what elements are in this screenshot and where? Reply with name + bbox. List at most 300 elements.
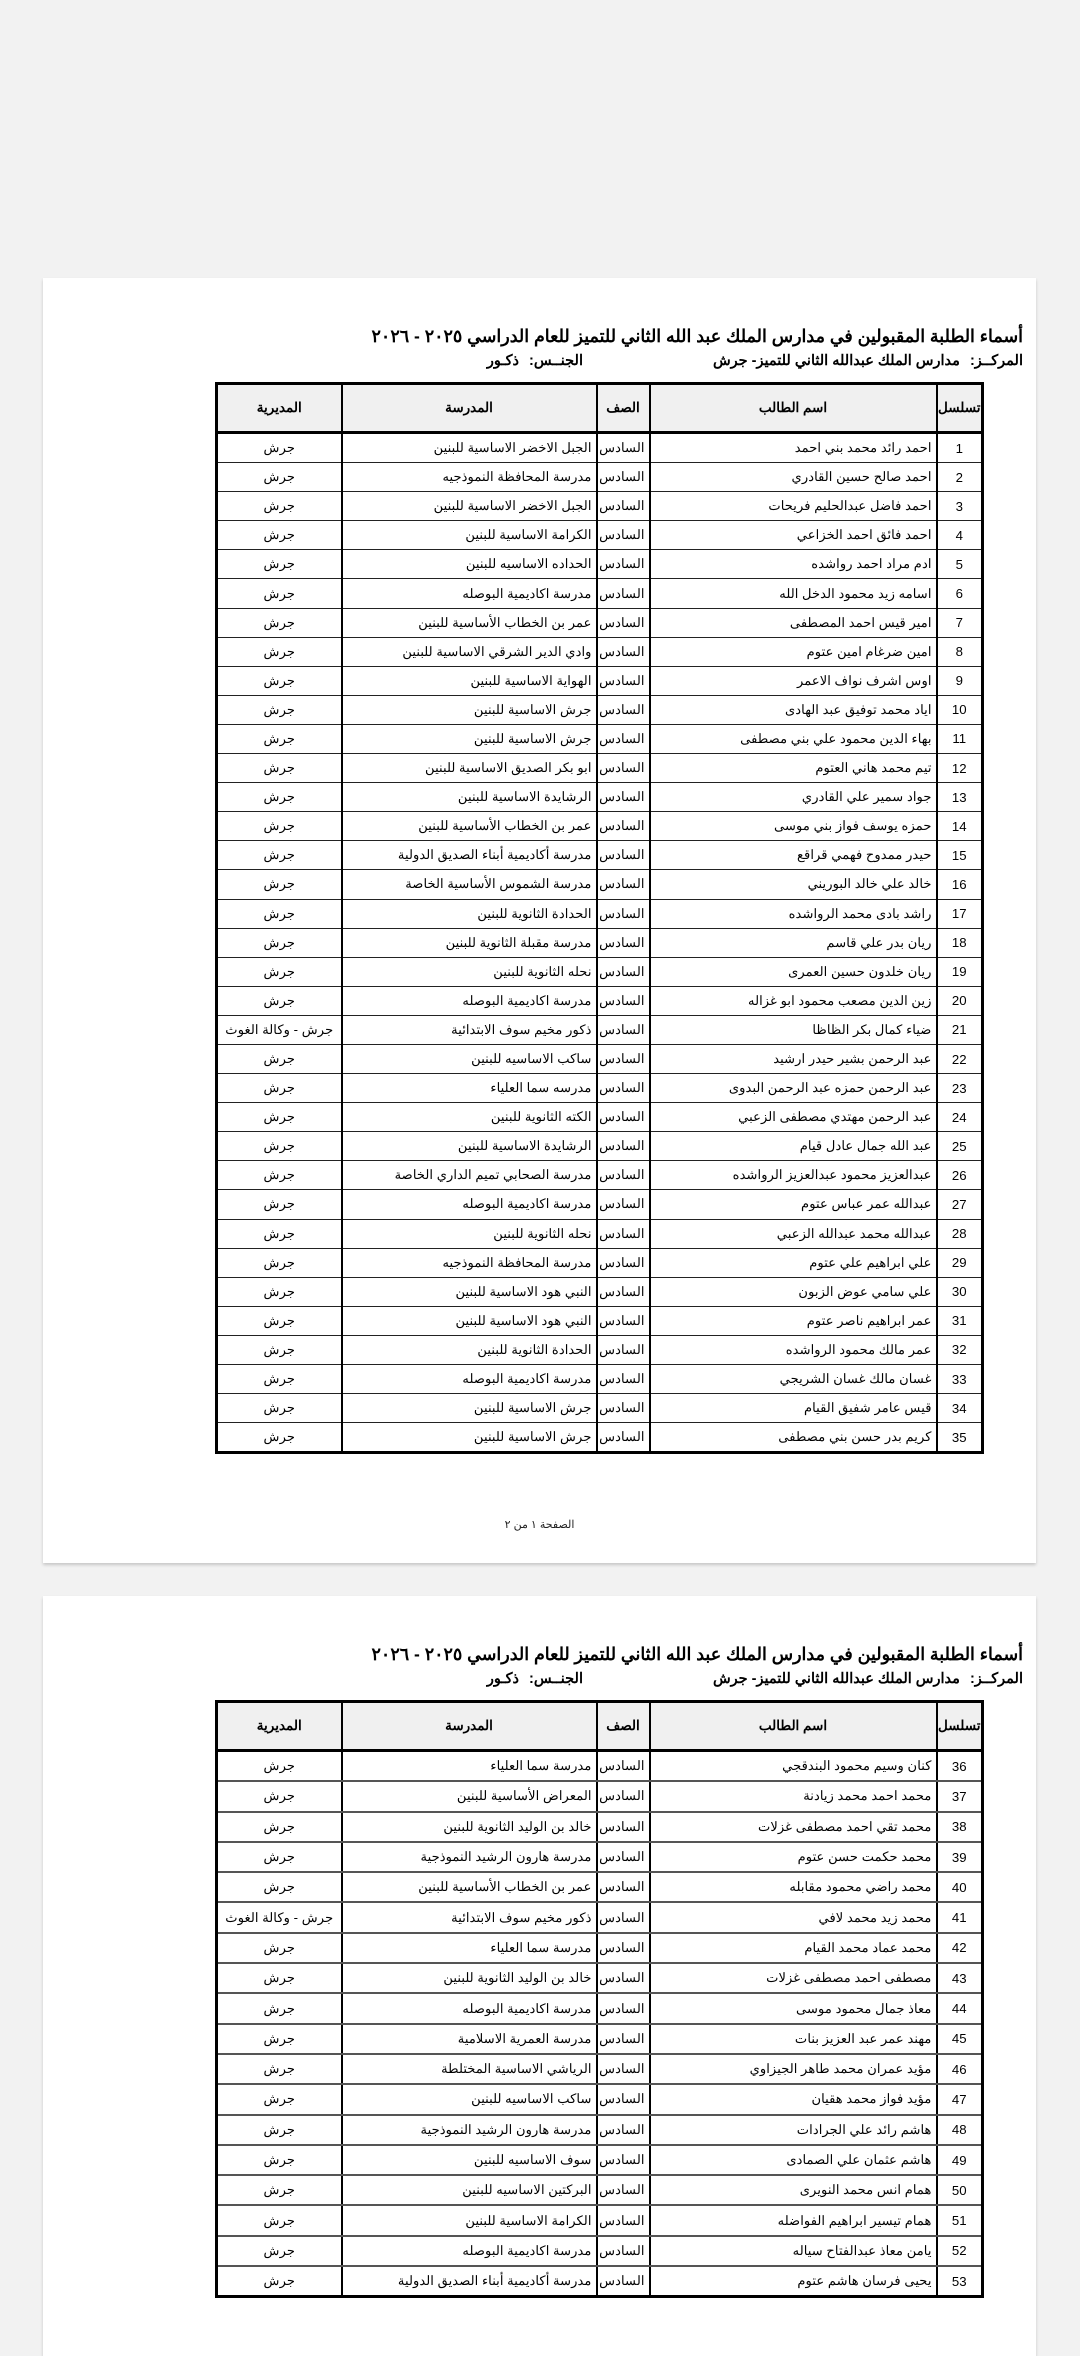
document-page-2 [43,1596,1036,2356]
table-row [217,1248,983,1277]
cell-student-name: مؤيد عمران محمد طاهر الجيزاوي [650,2054,937,2084]
table-body [217,1751,983,2297]
cell-school: الكرامة الاساسية للبنين [342,521,597,550]
cell-grade: السادس [597,1872,650,1902]
table-row [217,2115,983,2145]
cell-school: مدرسة الصحابي تميم الداري الخاصة [342,1161,597,1190]
cell-seq: 40 [937,1872,983,1902]
cell-grade: السادس [597,1963,650,1993]
cell-school: مدرسة الشموس الأساسية الخاصة [342,870,597,899]
cell-directorate: جرش [217,1277,342,1306]
cell-seq: 38 [937,1812,983,1842]
cell-student-name: احمد صالح حسين القادري [650,463,937,492]
cell-seq: 35 [937,1423,983,1453]
cell-school: عمر بن الخطاب الأساسية للبنين [342,608,597,637]
cell-seq: 2 [937,463,983,492]
cell-student-name: عبد الرحمن بشير حيدر ارشيد [650,1044,937,1073]
cell-seq: 45 [937,2024,983,2054]
table-row [217,1015,983,1044]
cell-grade: السادس [597,550,650,579]
cell-grade: السادس [597,724,650,753]
cell-seq: 12 [937,754,983,783]
cell-directorate: جرش [217,1161,342,1190]
cell-directorate: جرش [217,579,342,608]
document-page-1 [43,278,1036,1563]
cell-directorate: جرش [217,521,342,550]
cell-directorate: جرش [217,2145,342,2175]
cell-grade: السادس [597,754,650,783]
cell-seq: 7 [937,608,983,637]
cell-school: سوف الاساسيه للبنين [342,2145,597,2175]
cell-directorate: جرش [217,1365,342,1394]
table-row [217,1277,983,1306]
cell-seq: 44 [937,1993,983,2023]
table-row [217,666,983,695]
cell-seq: 22 [937,1044,983,1073]
cell-directorate: جرش [217,2054,342,2084]
cell-directorate: جرش [217,1248,342,1277]
cell-directorate: جرش [217,812,342,841]
cell-school: الحداده الاساسيه للبنين [342,550,597,579]
cell-grade: السادس [597,433,650,463]
cell-grade: السادس [597,2205,650,2235]
cell-directorate: جرش [217,550,342,579]
cell-seq: 41 [937,1902,983,1932]
cell-grade: السادس [597,1015,650,1044]
cell-seq: 23 [937,1074,983,1103]
table-row [217,2145,983,2175]
table-row [217,1365,983,1394]
cell-grade: السادس [597,666,650,695]
cell-school: مدرسة اكاديمية البوصله [342,2236,597,2266]
cell-student-name: محمد تقي احمد مصطفى غزلات [650,1812,937,1842]
cell-student-name: عبدالله محمد عبدالله الزعبي [650,1219,937,1248]
cell-seq: 17 [937,899,983,928]
cell-directorate: جرش [217,1933,342,1963]
cell-grade: السادس [597,1248,650,1277]
table-row [217,1335,983,1364]
cell-grade: السادس [597,1902,650,1932]
cell-student-name: مصطفى احمد مصطفى غزلات [650,1963,937,1993]
gender-value: ذكـور [486,353,519,369]
table-row [217,2236,983,2266]
header-grade: الصف [597,1702,650,1751]
cell-seq: 21 [937,1015,983,1044]
table-row [217,986,983,1015]
gender-info [487,1671,583,1687]
cell-grade: السادس [597,695,650,724]
cell-student-name: امين ضرغام امين عتوم [650,637,937,666]
cell-directorate: جرش [217,1103,342,1132]
table-row [217,492,983,521]
header-school: المدرسة [342,1702,597,1751]
cell-seq: 9 [937,666,983,695]
center-label: المركــز: [969,1671,1023,1687]
cell-seq: 42 [937,1933,983,1963]
cell-directorate: جرش [217,1219,342,1248]
cell-directorate: جرش [217,2175,342,2205]
cell-directorate: جرش [217,492,342,521]
cell-seq: 53 [937,2266,983,2297]
cell-grade: السادس [597,783,650,812]
cell-school: مدرسه سما العلياء [342,1074,597,1103]
table-row [217,521,983,550]
cell-directorate: جرش [217,870,342,899]
table-row [217,754,983,783]
cell-student-name: ريان خلدون حسين العمرى [650,957,937,986]
cell-grade: السادس [597,1190,650,1219]
cell-directorate: جرش [217,1394,342,1423]
table-body [217,433,983,1453]
cell-seq: 33 [937,1365,983,1394]
cell-directorate: جرش [217,608,342,637]
cell-seq: 3 [937,492,983,521]
cell-student-name: عمر ابراهيم ناصر عتوم [650,1306,937,1335]
cell-directorate: جرش [217,724,342,753]
table-row [217,1306,983,1335]
cell-seq: 26 [937,1161,983,1190]
table-row [217,608,983,637]
meta-row [143,1671,1023,1693]
cell-school: مدرسة مقبلة الثانوية للبنين [342,928,597,957]
cell-school: ابو بكر الصديق الاساسية للبنين [342,754,597,783]
cell-student-name: حيدر ممدوح فهمي قراقع [650,841,937,870]
cell-grade: السادس [597,1044,650,1073]
cell-directorate: جرش [217,1190,342,1219]
cell-student-name: اوس اشرف نواف الاعمر [650,666,937,695]
cell-seq: 49 [937,2145,983,2175]
cell-seq: 47 [937,2084,983,2114]
cell-grade: السادس [597,2236,650,2266]
center-value: مدارس الملك عبدالله الثاني للتميز- جرش [712,353,960,369]
cell-seq: 25 [937,1132,983,1161]
cell-grade: السادس [597,1993,650,2023]
cell-student-name: محمد راضي محمود مقابله [650,1872,937,1902]
cell-school: مدرسة اكاديمية البوصله [342,579,597,608]
cell-student-name: قيس عامر شفيق القيام [650,1394,937,1423]
cell-school: مدرسة المحافظة النموذجيه [342,1248,597,1277]
cell-seq: 6 [937,579,983,608]
cell-grade: السادس [597,1781,650,1811]
cell-school: البركتين الاساسيه للبنين [342,2175,597,2205]
cell-student-name: علي ابراهيم علي عتوم [650,1248,937,1277]
cell-directorate: جرش [217,841,342,870]
cell-seq: 29 [937,1248,983,1277]
cell-directorate: جرش [217,433,342,463]
cell-grade: السادس [597,1074,650,1103]
cell-grade: السادس [597,1842,650,1872]
cell-directorate: جرش [217,695,342,724]
cell-student-name: كريم بدر حسن بني مصطفى [650,1423,937,1453]
cell-directorate: جرش [217,1963,342,1993]
header-school: المدرسة [342,384,597,433]
cell-school: جرش الاساسية للبنين [342,1423,597,1453]
cell-student-name: مهند عمر عبد العزيز بنات [650,2024,937,2054]
cell-grade: السادس [597,2145,650,2175]
cell-seq: 31 [937,1306,983,1335]
cell-school: مدرسة العمرية الاسلامية [342,2024,597,2054]
cell-directorate: جرش [217,1751,342,1782]
cell-directorate: جرش [217,957,342,986]
cell-student-name: احمد فاضل عبدالحليم فريحات [650,492,937,521]
cell-student-name: خالد علي خالد البوريني [650,870,937,899]
cell-grade: السادس [597,2084,650,2114]
table-row [217,783,983,812]
cell-student-name: علي سامي عوض الزبون [650,1277,937,1306]
header-seq: تسلسل [937,384,983,433]
cell-directorate: جرش [217,2084,342,2114]
cell-seq: 13 [937,783,983,812]
cell-seq: 46 [937,2054,983,2084]
cell-student-name: همام تيسير ابراهيم الفواضله [650,2205,937,2235]
cell-seq: 34 [937,1394,983,1423]
cell-grade: السادس [597,1306,650,1335]
cell-grade: السادس [597,463,650,492]
cell-grade: السادس [597,1812,650,1842]
cell-school: الرشايدة الاساسية للبنين [342,1132,597,1161]
document-title: أسماء الطلبة المقبولين في مدارس الملك عبد الله الثاني للتميز للعام الدراسي ٢٠٢٥ - ٢٠٢٦ [371,326,1023,346]
cell-school: ساكب الاساسيه للبنين [342,2084,597,2114]
cell-grade: السادس [597,579,650,608]
cell-grade: السادس [597,957,650,986]
cell-directorate: جرش [217,1423,342,1453]
cell-school: الكرامة الاساسية للبنين [342,2205,597,2235]
cell-school: مدرسة اكاديمية البوصله [342,1993,597,2023]
cell-directorate: جرش [217,463,342,492]
table-row [217,550,983,579]
cell-seq: 52 [937,2236,983,2266]
table-header-row [217,1702,983,1751]
table-row [217,1902,983,1932]
cell-directorate: جرش [217,1872,342,1902]
table-row [217,1132,983,1161]
center-info [713,1671,1023,1687]
cell-school: الجبل الاخضر الاساسية للبنين [342,433,597,463]
cell-seq: 30 [937,1277,983,1306]
table-row [217,1044,983,1073]
cell-directorate: جرش [217,928,342,957]
cell-school: الرياشي الاساسية المختلطة [342,2054,597,2084]
cell-directorate: جرش [217,2236,342,2266]
document-title: أسماء الطلبة المقبولين في مدارس الملك عبد الله الثاني للتميز للعام الدراسي ٢٠٢٥ - ٢٠٢٦ [371,1644,1023,1664]
table-row [217,579,983,608]
cell-grade: السادس [597,1132,650,1161]
cell-school: الهواية الاساسية للبنين [342,666,597,695]
table-row [217,2266,983,2297]
cell-seq: 32 [937,1335,983,1364]
cell-school: جرش الاساسية للبنين [342,1394,597,1423]
cell-grade: السادس [597,1423,650,1453]
cell-school: ذكور مخيم سوف الابتدائية [342,1902,597,1932]
cell-directorate: جرش [217,1074,342,1103]
cell-school: مدرسة اكاديمية البوصله [342,1365,597,1394]
cell-seq: 19 [937,957,983,986]
cell-student-name: غسان مالك غسان الشريجي [650,1365,937,1394]
table-row [217,899,983,928]
cell-directorate: جرش [217,1993,342,2023]
cell-school: النبي هود الاساسية للبنين [342,1277,597,1306]
cell-directorate: جرش [217,2205,342,2235]
table-row [217,1219,983,1248]
cell-student-name: عمر مالك محمود الرواشده [650,1335,937,1364]
table-row [217,1751,983,1782]
cell-student-name: عبدالعزيز محمود عبدالعزيز الرواشده [650,1161,937,1190]
students-table [215,1700,984,2298]
cell-grade: السادس [597,637,650,666]
cell-seq: 10 [937,695,983,724]
cell-grade: السادس [597,492,650,521]
table-row [217,2084,983,2114]
page-number: الصفحة ١ من ٢ [504,1519,575,1531]
cell-grade: السادس [597,1933,650,1963]
cell-student-name: هاشم عثمان علي الصمادى [650,2145,937,2175]
cell-school: مدرسة هارون الرشيد النموذجية [342,2115,597,2145]
table-row [217,1812,983,1842]
cell-school: النبي هود الاساسية للبنين [342,1306,597,1335]
cell-student-name: مؤيد فواز محمد هقيان [650,2084,937,2114]
cell-directorate: جرش [217,1306,342,1335]
cell-school: الحدادة الثانوية للبنين [342,899,597,928]
cell-grade: السادس [597,1751,650,1782]
table-row [217,870,983,899]
cell-school: مدرسة هارون الرشيد النموذجية [342,1842,597,1872]
cell-student-name: كنان وسيم محمود البندقجي [650,1751,937,1782]
cell-grade: السادس [597,1103,650,1132]
cell-seq: 37 [937,1781,983,1811]
cell-school: مدرسة سما العلياء [342,1751,597,1782]
center-info [713,353,1023,369]
cell-grade: السادس [597,1365,650,1394]
cell-student-name: محمد حكمت حسن عتوم [650,1842,937,1872]
cell-school: ذكور مخيم سوف الابتدائية [342,1015,597,1044]
cell-seq: 1 [937,433,983,463]
cell-directorate: جرش [217,986,342,1015]
cell-school: عمر بن الخطاب الأساسية للبنين [342,812,597,841]
cell-grade: السادس [597,841,650,870]
header-name: اسم الطالب [650,1702,937,1751]
gender-label: الجنــس: [529,1671,583,1687]
cell-student-name: عبد الله جمال عادل قيام [650,1132,937,1161]
table-row [217,928,983,957]
cell-directorate: جرش [217,637,342,666]
table-row [217,1394,983,1423]
cell-student-name: احمد فائق احمد الخزاعي [650,521,937,550]
cell-directorate: جرش - وكالة الغوث [217,1015,342,1044]
gender-value: ذكـور [486,1671,519,1687]
cell-grade: السادس [597,899,650,928]
cell-student-name: ضياء كمال بكر الظاظا [650,1015,937,1044]
table-row [217,2175,983,2205]
header-seq: تسلسل [937,1702,983,1751]
cell-student-name: حمزه يوسف فواز بني موسى [650,812,937,841]
cell-student-name: هاشم رائد علي الجرادات [650,2115,937,2145]
cell-school: مدرسة سما العلياء [342,1933,597,1963]
cell-seq: 24 [937,1103,983,1132]
table-row [217,1872,983,1902]
cell-grade: السادس [597,928,650,957]
table-row [217,1993,983,2023]
table-row [217,812,983,841]
cell-seq: 48 [937,2115,983,2145]
cell-directorate: جرش [217,2266,342,2297]
cell-student-name: بهاء الدين محمود علي بني مصطفى [650,724,937,753]
cell-student-name: تيم محمد هاني العتوم [650,754,937,783]
cell-school: وادي الدير الشرقي الاساسية للبنين [342,637,597,666]
cell-directorate: جرش [217,754,342,783]
cell-directorate: جرش [217,1781,342,1811]
cell-seq: 14 [937,812,983,841]
cell-student-name: احمد رائد محمد بني احمد [650,433,937,463]
table-row [217,1933,983,1963]
cell-directorate: جرش [217,1812,342,1842]
cell-directorate: جرش [217,2115,342,2145]
cell-seq: 51 [937,2205,983,2235]
cell-school: مدرسة المحافظة النموذجيه [342,463,597,492]
cell-school: المعراض الأساسية للبنين [342,1781,597,1811]
center-label: المركــز: [969,353,1023,369]
table-row [217,1781,983,1811]
cell-grade: السادس [597,986,650,1015]
cell-directorate: جرش - وكالة الغوث [217,1902,342,1932]
table-row [217,1190,983,1219]
header-grade: الصف [597,384,650,433]
table-row [217,724,983,753]
cell-student-name: عبد الرحمن مهتدي مصطفى الزعبي [650,1103,937,1132]
table-row [217,841,983,870]
cell-grade: السادس [597,2054,650,2084]
cell-school: مدرسة اكاديمية البوصله [342,986,597,1015]
cell-school: جرش الاساسية للبنين [342,695,597,724]
table-row [217,1103,983,1132]
cell-seq: 27 [937,1190,983,1219]
cell-student-name: محمد احمد محمد زيادنة [650,1781,937,1811]
cell-grade: السادس [597,2115,650,2145]
gender-label: الجنــس: [529,353,583,369]
header-directorate: المديرية [217,1702,342,1751]
cell-school: ساكب الاساسيه للبنين [342,1044,597,1073]
cell-student-name: محمد زيد محمد لافي [650,1902,937,1932]
cell-seq: 16 [937,870,983,899]
cell-directorate: جرش [217,1132,342,1161]
cell-school: خالد بن الوليد الثانوية للبنين [342,1812,597,1842]
cell-directorate: جرش [217,1044,342,1073]
header-directorate: المديرية [217,384,342,433]
meta-row [143,353,1023,375]
cell-school: الكته الثانوية للبنين [342,1103,597,1132]
cell-grade: السادس [597,1277,650,1306]
table-row [217,1161,983,1190]
table-row [217,463,983,492]
cell-school: مدرسة اكاديمية البوصله [342,1190,597,1219]
cell-seq: 28 [937,1219,983,1248]
cell-directorate: جرش [217,783,342,812]
cell-grade: السادس [597,1219,650,1248]
cell-school: نحله الثانوية للبنين [342,957,597,986]
cell-student-name: ريان بدر علي قاسم [650,928,937,957]
cell-grade: السادس [597,2266,650,2297]
cell-grade: السادس [597,521,650,550]
cell-school: مدرسة أكاديمية أبناء الصديق الدولية [342,841,597,870]
table-row [217,1842,983,1872]
cell-seq: 39 [937,1842,983,1872]
cell-grade: السادس [597,1161,650,1190]
table-header-row [217,384,983,433]
cell-grade: السادس [597,870,650,899]
cell-seq: 5 [937,550,983,579]
cell-seq: 20 [937,986,983,1015]
cell-student-name: يحيى فرسان هاشم عتوم [650,2266,937,2297]
students-table [215,382,984,1454]
